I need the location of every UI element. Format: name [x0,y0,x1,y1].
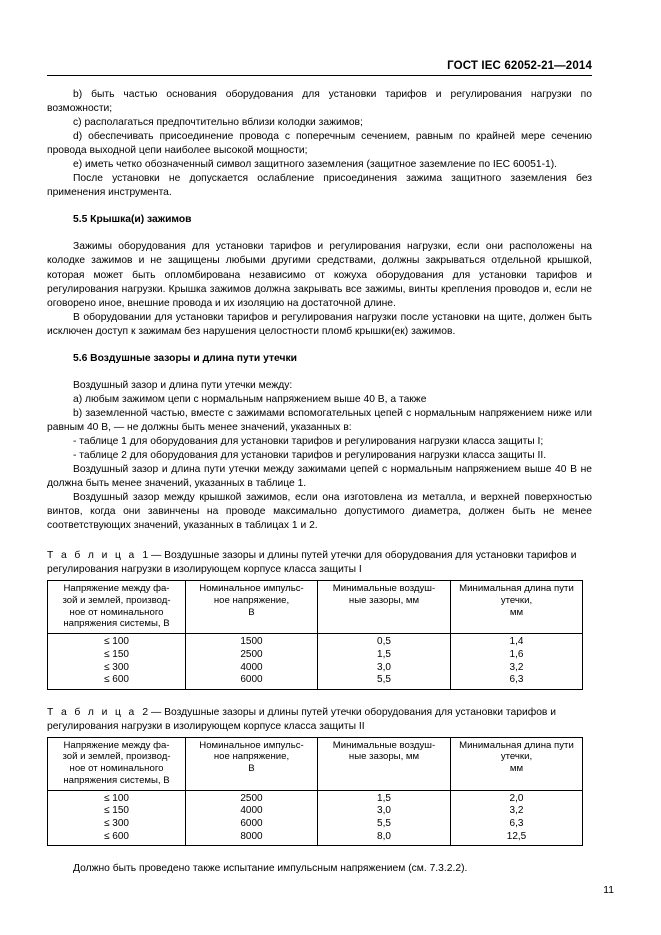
list-item-b: b) быть частью основания оборудования для установки тарифов и регулирования нагрузки по возможности; [47,89,592,115]
table-row [48,662,583,675]
list-item-a2: a) любым зажимом цепи с нормальным напряжением выше 40 В, а также [73,393,427,405]
table-1-col-header-voltage: Напряжение между фа- зой и землей, производ- ное от номинального напряжения системы, В [48,581,186,634]
section-heading-5-6: 5.6 Воздушные зазоры и длина пути утечки [73,352,297,364]
list-item-e: e) иметь четко обозначенный символ защитного заземления (защитное заземление по IEC 60051-1). [73,159,558,171]
table-cell: 6,3 [451,674,583,689]
table-cell: 2500 [186,790,318,805]
spacer [47,339,592,352]
table-1-header-row [48,581,583,634]
table-cell: 1,5 [318,790,451,805]
table-cell: 1,5 [318,649,451,662]
table-row [48,634,583,649]
table-cell: 5,5 [318,818,451,831]
paragraph-5-5-1: Зажимы оборудования для установки тарифов и регулирования нагрузки, если они расположены на колодке зажимов и не защищены любыми другими средствами, должны закрываться отдельной крышкой, которая может быть опломбирована независимо от кожуха оборудования для установки тарифов и регулирования нагрузки. Крышка зажимов должна закрывать все зажимы, винты крепления проводов и, если не оговорено иное, внешние провода и их изоляцию на достаточной длине. [47,241,592,309]
table-cell: 0,5 [318,634,451,649]
list-item-dash-2: - таблице 2 для оборудования для установки тарифов и регулирования нагрузки класса защиты II. [73,450,547,462]
table-cell: 3,0 [318,805,451,818]
table-row [48,649,583,662]
page-number: 11 [603,885,614,896]
spacer [47,200,592,213]
table-1-caption-label: Т а б л и ц а [47,550,137,562]
paragraph-5-5-2: В оборудовании для установки тарифов и регулирования нагрузки после установки на щите, должен быть исключен доступ к зажимам без нарушения целостности пломб крышки(ек) зажимов. [47,311,592,337]
spacer [47,690,592,706]
table-2-caption [47,706,592,734]
table-cell: ≤ 600 [48,831,186,846]
table-cell: 8,0 [318,831,451,846]
table-cell: 1,4 [451,634,583,649]
table-cell: 3,2 [451,662,583,675]
table-cell: ≤ 150 [48,649,186,662]
table-cell: 6000 [186,674,318,689]
table-2-col-header-creepage: Минимальная длина пути утечки, мм [451,737,583,790]
table-row [48,790,583,805]
page-content [47,88,592,876]
table-cell: 4000 [186,662,318,675]
table-cell: ≤ 100 [48,634,186,649]
table-cell: 8000 [186,831,318,846]
section-heading-5-5: 5.5 Крышка(и) зажимов [73,214,192,226]
table-1-caption [47,549,592,577]
table-cell: 2500 [186,649,318,662]
list-item-c: c) располагаться предпочтительно вблизи колодки зажимов; [73,117,363,129]
table-1-body [48,634,583,689]
table-2-body [48,790,583,845]
table-cell: ≤ 150 [48,805,186,818]
paragraph-5-6-1: Воздушный зазор и длина пути утечки между зажимами цепей с нормальным напряжением выше 40 В не должна быть менее значений, указанных в таблице 1. [47,464,592,490]
table-2-header-row [48,737,583,790]
table-cell: 4000 [186,805,318,818]
table-row [48,674,583,689]
table-1-col-header-clearance: Минимальные воздуш- ные зазоры, мм [318,581,451,634]
table-row [48,818,583,831]
table-1-caption-number: 1 [142,550,149,562]
table-cell: 6000 [186,818,318,831]
table-row [48,831,583,846]
page-header: ГОСТ IEC 62052-21—2014 [47,60,592,76]
spacer [47,846,592,862]
table-row [48,805,583,818]
table-1-col-header-impulse: Номинальное импульс- ное напряжение, В [186,581,318,634]
table-2-col-header-impulse: Номинальное импульс- ное напряжение, В [186,737,318,790]
table-cell: 3,2 [451,805,583,818]
table-cell: 5,5 [318,674,451,689]
spacer [47,227,592,240]
spacer [47,366,592,379]
list-item-b2: b) заземленной частью, вместе с зажимами вспомогательных цепей с нормальным напряжением ниже или равным 40 В, — не должны быть менее значений, указанных в: [47,407,592,433]
table-cell: ≤ 300 [48,662,186,675]
table-1-caption-text: — Воздушные зазоры и длины путей утечки для оборудования для установки тарифов и регулирования нагрузки в изолирующем корпусе класса защиты I [47,550,577,576]
table-cell: ≤ 300 [48,818,186,831]
table-2 [47,737,583,846]
list-item-d: d) обеспечивать присоединение провода с поперечным сечением, равным по крайней мере сечению провода выходной цепи наиболее высокой мощности; [47,131,592,157]
table-cell: 1500 [186,634,318,649]
table-cell: 2,0 [451,790,583,805]
paragraph-after-install: После установки не допускается ослабление присоединения зажима защитного заземления без применения инструмента. [47,173,592,199]
table-1 [47,580,583,689]
paragraph-5-6-intro: Воздушный зазор и длина пути утечки между: [73,379,293,391]
table-cell: 1,6 [451,649,583,662]
table-cell: 12,5 [451,831,583,846]
table-2-col-header-clearance: Минимальные воздуш- ные зазоры, мм [318,737,451,790]
list-item-dash-1: - таблице 1 для оборудования для установки тарифов и регулирования нагрузки класса защиты I; [73,435,544,447]
paragraph-final: Должно быть проведено также испытание импульсным напряжением (см. 7.3.2.2). [73,863,468,875]
table-cell: ≤ 600 [48,674,186,689]
table-1-col-header-creepage: Минимальная длина пути утечки, мм [451,581,583,634]
table-2-col-header-voltage: Напряжение между фа- зой и землей, производ- ное от номинального напряжения системы, В [48,737,186,790]
table-cell: 6,3 [451,818,583,831]
spacer [47,533,592,549]
table-cell: ≤ 100 [48,790,186,805]
table-2-caption-number: 2 [142,706,149,718]
table-2-caption-label: Т а б л и ц а [47,706,137,718]
table-2-caption-text: — Воздушные зазоры и длины путей утечки оборудования для установки тарифов и регулирования нагрузки в изолирующем корпусе класса защиты II [47,706,557,732]
table-cell: 3,0 [318,662,451,675]
paragraph-5-6-2: Воздушный зазор между крышкой зажимов, если она изготовлена из металла, и верхней поверхностью винтов, когда они завинчены на проводе максимально допустимого диаметра, должен быть не менее соответствующих значений, указанных в таблицах 1 и 2. [47,492,592,532]
